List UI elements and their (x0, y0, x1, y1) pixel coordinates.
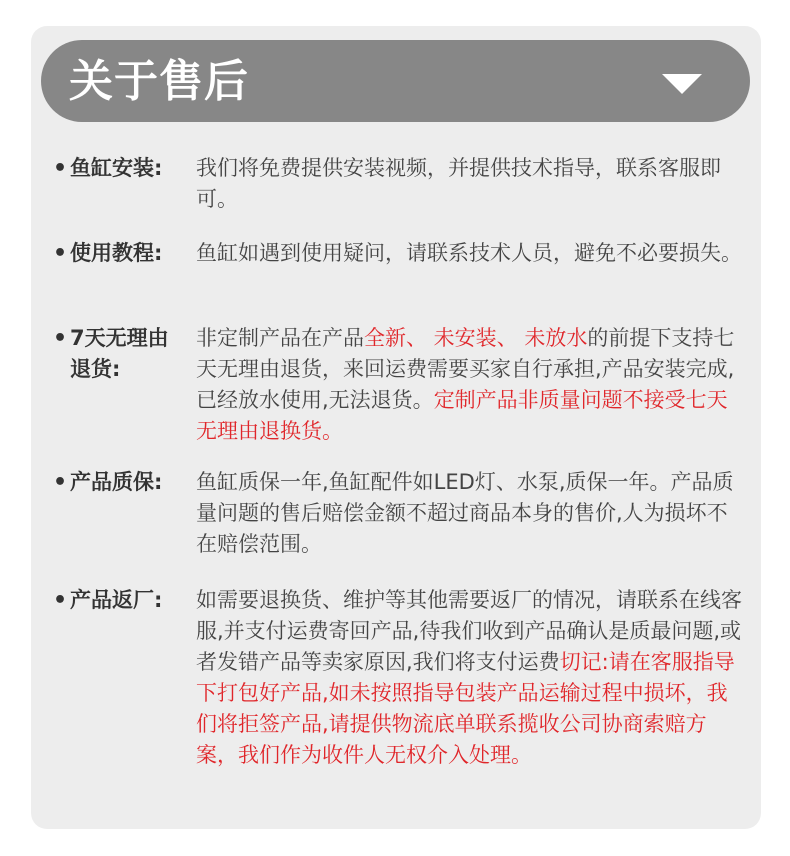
text-part: 的前提下支持七天无理由退货，来回运费需要买家自行承担,产品安装完成,已经放水使用,无法退货。 (196, 326, 735, 412)
section-text: 鱼缸质保一年,鱼缸配件如LED灯、水泵,质保一年。产品质量问题的售后赔偿金额不超过商品本身的售价,人为损坏不在赔偿范围。 (196, 470, 734, 556)
bullet-icon: • (52, 241, 68, 266)
text-part: 如需要退换货、维护等其他需要返厂的情况，请联系在线客服,并支付运费寄回产品,待我们收到产品确认是质最问题,或者发错产品等卖家原因,我们将支付运费 (196, 588, 742, 674)
section-text (196, 323, 742, 447)
bullet-icon: • (52, 156, 68, 181)
section-label: 使用教程: (70, 241, 163, 265)
section-label: 产品返厂: (70, 588, 163, 612)
header-title: 关于售后 (69, 56, 249, 107)
highlight-text: 切记:请在客服指导下打包好产品,如未按照指导包装产品运输过程中损坏，我们将拒签产品,请提供物流底单联系揽收公司协商索赔方案，我们作为收件人无权介入处理。 (196, 650, 735, 767)
section-label: 鱼缸安装: (70, 156, 163, 180)
text-part: 非定制产品在产品 (196, 326, 364, 350)
section-text: 鱼缸如遇到使用疑问，请联系技术人员，避免不必要损失。 (196, 241, 742, 265)
section-text (196, 585, 742, 771)
section-text: 我们将免费提供安装视频，并提供技术指导，联系客服即可。 (196, 156, 721, 211)
chevron-down-icon[interactable] (662, 74, 702, 94)
highlight-text: 全新、 未安装、 未放水 (364, 326, 588, 350)
after-sales-header[interactable] (41, 40, 750, 122)
bullet-icon: • (52, 470, 68, 495)
bullet-icon: • (52, 588, 68, 613)
section-label: 7天无理由 退货: (70, 326, 169, 381)
highlight-text: 定制产品非质量问题不接受七天无理由退换货。 (196, 388, 728, 443)
section-label: 产品质保: (70, 470, 163, 494)
bullet-icon: • (52, 326, 68, 351)
